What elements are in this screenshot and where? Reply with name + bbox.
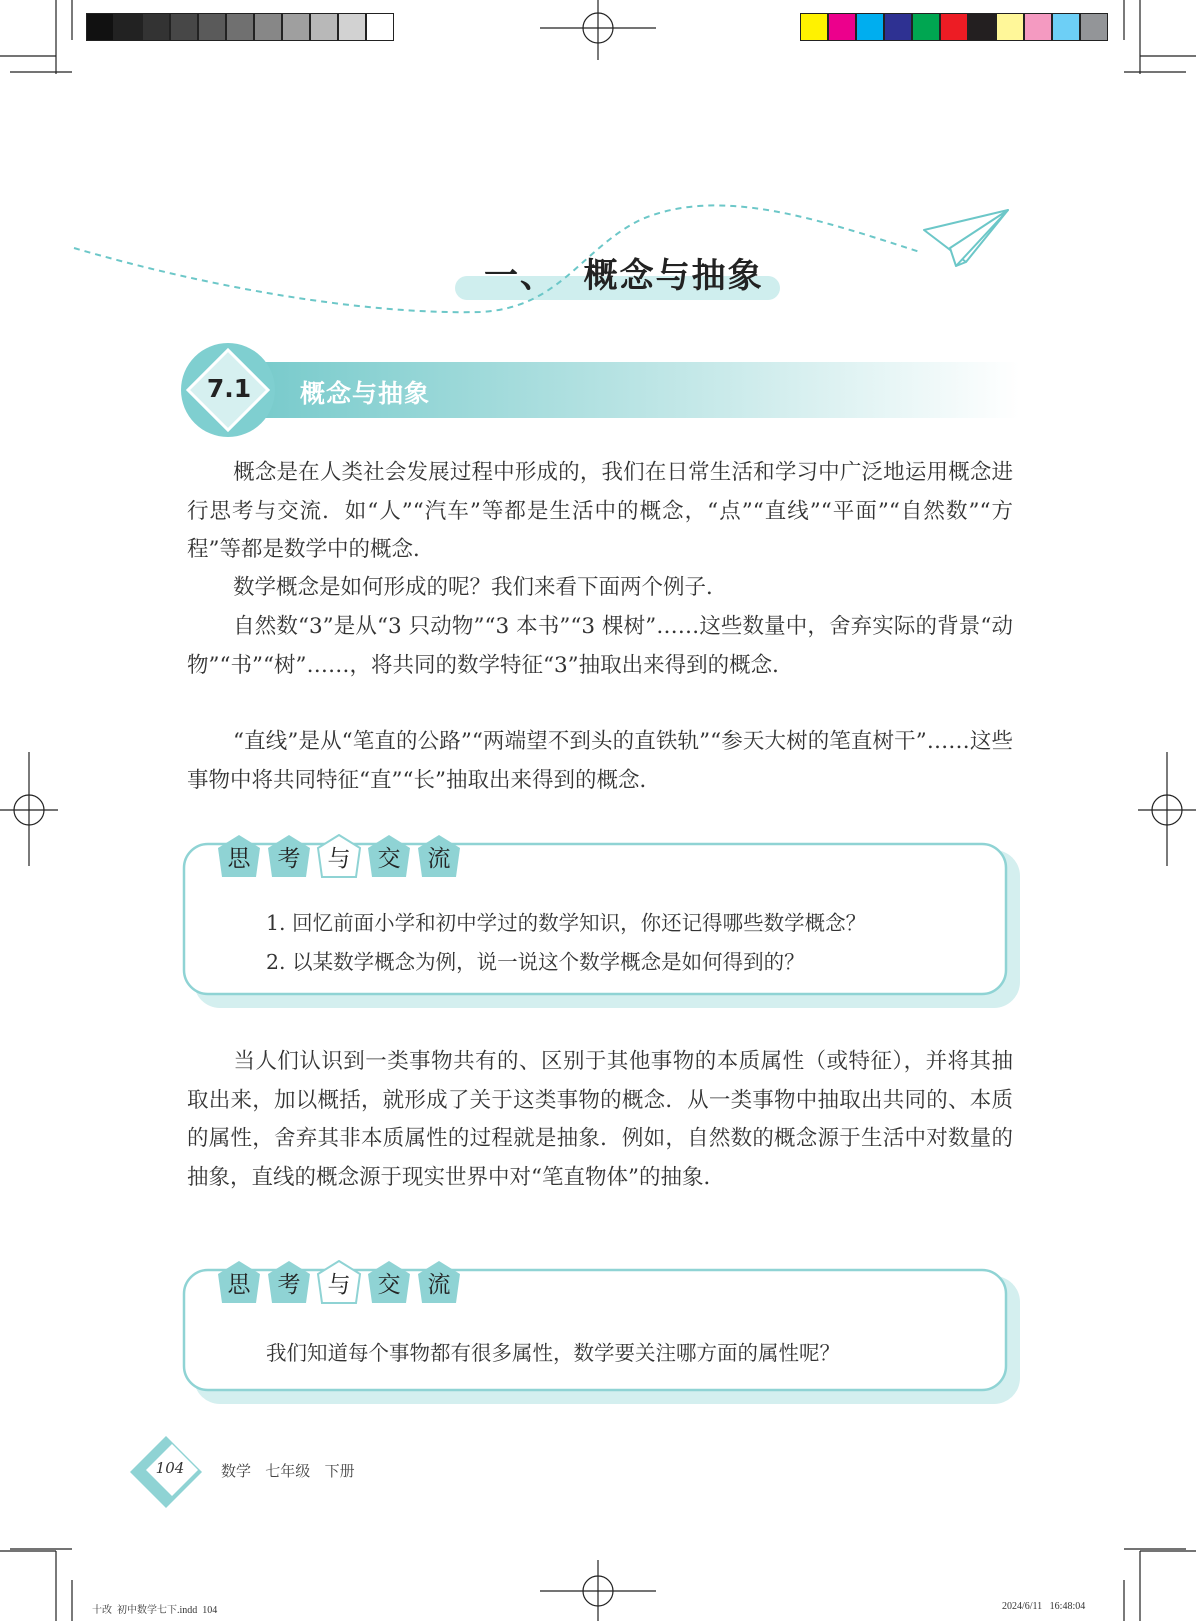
color-swatch	[996, 13, 1024, 41]
registration-mark-left	[0, 752, 58, 866]
gray-swatch	[142, 13, 170, 41]
color-swatch	[828, 13, 856, 41]
color-swatch	[1024, 13, 1052, 41]
tag-char: 思	[227, 846, 251, 872]
gray-swatch	[114, 13, 142, 41]
gray-swatch	[282, 13, 310, 41]
body-paragraph: 当人们认识到一类事物共有的、区别于其他事物的本质属性（或特征），并将其抽取出来，加以概括，就形成了关于这类事物的概念．从一类事物中抽取出共同的、本质的属性，舍弃其非本质属性的过程就是抽象．例如，自然数的概念源于生活中对数量的抽象，直线的概念源于现实世界中对“笔直物体”的抽象．	[187, 1049, 1013, 1190]
gray-swatch	[310, 13, 338, 41]
book-label: 数学 七年级 下册	[221, 1462, 355, 1480]
body-paragraph: 自然数“3”是从“3 只动物”“3 本书”“3 棵树”……这些数量中，舍弃实际的背景“动物”“书”“树”……，将共同的数学特征“3”抽取出来得到的概念．	[187, 614, 1013, 678]
tag-char: 与	[327, 1272, 351, 1298]
print-slug-file: 十改 初中数学七下.indd 104	[92, 1605, 218, 1616]
gray-swatch	[254, 13, 282, 41]
section-number: 7.1	[206, 374, 252, 403]
tag-char: 流	[427, 1272, 451, 1298]
tag-char: 交	[377, 846, 401, 872]
body-paragraph: 概念是在人类社会发展过程中形成的，我们在日常生活和学习中广泛地运用概念进行思考与交流．如“人”“汽车”等都是生活中的概念，“点”“直线”“平面”“自然数”“方程”等都是数学中的概念．	[187, 460, 1013, 562]
page-number: 104	[155, 1459, 185, 1477]
tag-char: 考	[277, 1272, 301, 1298]
tag-char: 交	[377, 1272, 401, 1298]
gray-swatch	[226, 13, 254, 41]
process-color-bar	[800, 13, 1108, 41]
paper-plane-icon	[924, 210, 1008, 266]
tag-char: 考	[277, 846, 301, 872]
gray-swatch	[366, 13, 394, 41]
color-swatch	[856, 13, 884, 41]
gray-swatch	[170, 13, 198, 41]
chapter-title: 一、 概念与抽象	[484, 256, 764, 296]
color-swatch	[940, 13, 968, 41]
color-swatch	[912, 13, 940, 41]
color-swatch	[968, 13, 996, 41]
tag-char: 流	[427, 846, 451, 872]
grayscale-color-bar	[86, 13, 394, 41]
question-item: 2. 以某数学概念为例，说一说这个数学概念是如何得到的？	[266, 950, 805, 974]
tag-char: 与	[327, 846, 351, 872]
question-item: 1. 回忆前面小学和初中学过的数学知识，你还记得哪些数学概念？	[266, 911, 867, 935]
question-item: 我们知道每个事物都有很多属性，数学要关注哪方面的属性呢？	[266, 1341, 840, 1365]
gray-swatch	[198, 13, 226, 41]
color-swatch	[1052, 13, 1080, 41]
body-paragraph: 数学概念是如何形成的呢？我们来看下面两个例子．	[233, 575, 728, 600]
color-swatch	[1080, 13, 1108, 41]
registration-mark-right	[1138, 752, 1196, 866]
print-slug-timestamp: 2024/6/11 16:48:04	[1002, 1601, 1086, 1612]
gray-swatch	[338, 13, 366, 41]
registration-mark-top	[540, 0, 656, 60]
gray-swatch	[86, 13, 114, 41]
registration-mark-bottom	[540, 1560, 656, 1621]
color-swatch	[800, 13, 828, 41]
tag-char: 思	[227, 1272, 251, 1298]
color-swatch	[884, 13, 912, 41]
section-title: 概念与抽象	[300, 379, 431, 408]
body-paragraph: “直线”是从“笔直的公路”“两端望不到头的直铁轨”“参天大树的笔直树干”……这些事物中将共同特征“直”“长”抽取出来得到的概念．	[187, 729, 1013, 793]
